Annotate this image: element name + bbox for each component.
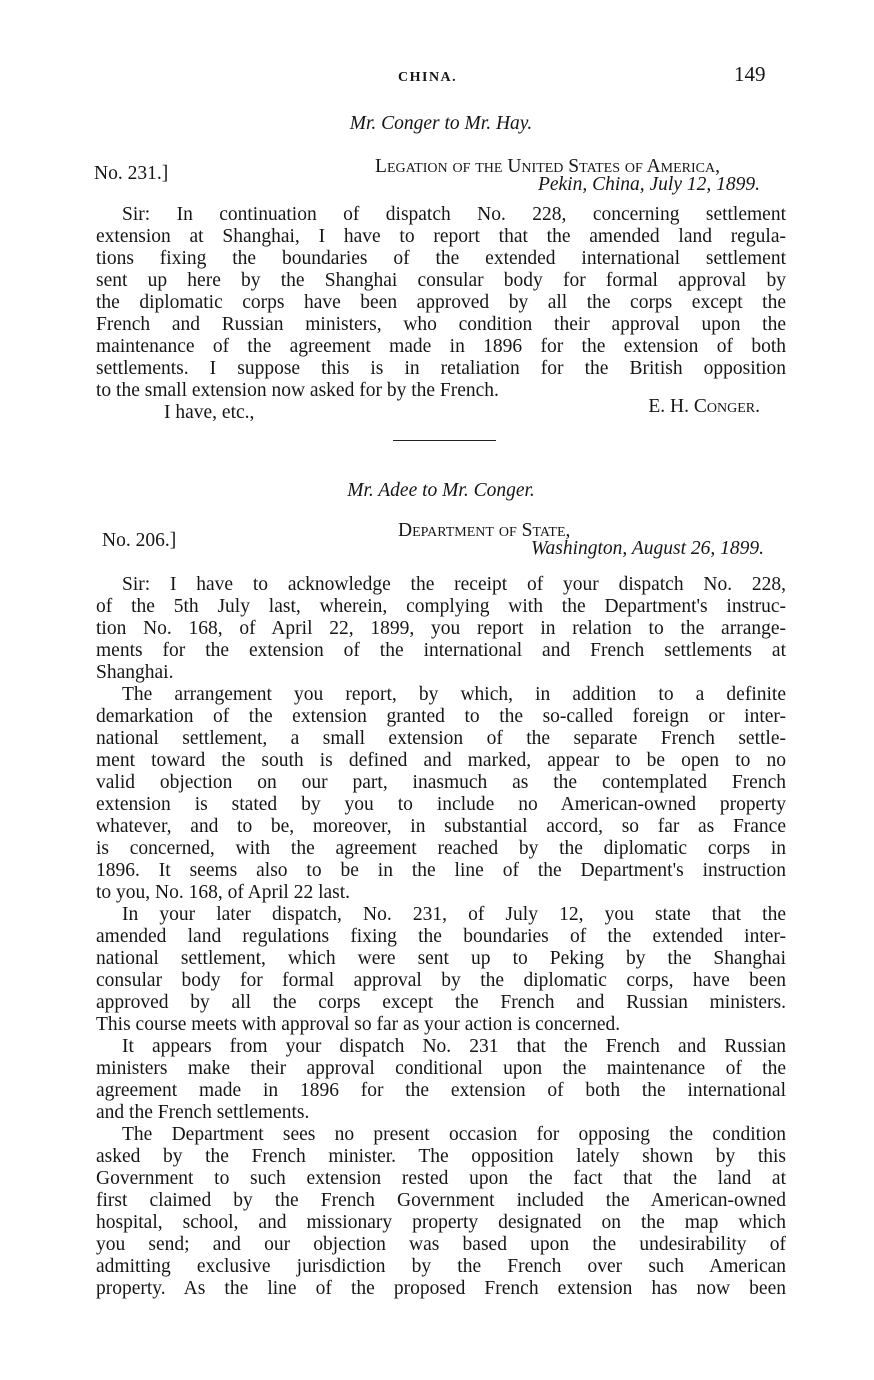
letter2-line: asked by the French minister. The opposition lately shown by this <box>96 1146 786 1167</box>
letter2-line: In your later dispatch, No. 231, of July 12, you state that the <box>122 904 786 925</box>
letter2-line: national settlement, which were sent up to Peking by the Shanghai <box>96 948 786 969</box>
letter2-line: valid objection on our part, inasmuch as the contemplated French <box>96 772 786 793</box>
letter2-line: to you, No. 168, of April 22 last. <box>96 882 351 903</box>
letter2-line: of the 5th July last, wherein, complying with the Department's instruc- <box>96 596 786 617</box>
letter1-heading: Mr. Conger to Mr. Hay. <box>349 113 533 134</box>
letter2-line: This course meets with approval so far as your action is concerned. <box>96 1014 621 1035</box>
letter2-office: Department of State, <box>398 520 571 541</box>
letter2-line: amended land regulations fixing the boundaries of the extended inter- <box>96 926 786 947</box>
letter2-line: you send; and our objection was based upon the undesirability of <box>96 1234 786 1255</box>
letter2-line: The Department sees no present occasion for opposing the condition <box>122 1124 786 1145</box>
letter2-line: hospital, school, and missionary property designated on the map which <box>96 1212 786 1233</box>
letter2-line: It appears from your dispatch No. 231 that the French and Russian <box>122 1036 786 1057</box>
letter2-line: extension is stated by you to include no American-owned property <box>96 794 786 815</box>
letter2-line: Shanghai. <box>96 662 174 683</box>
letter2-line: is concerned, with the agreement reached by the diplomatic corps in <box>96 838 786 859</box>
letter2-line: admitting exclusive jurisdiction by the French over such American <box>96 1256 786 1277</box>
letter2-line: tion No. 168, of April 22, 1899, you report in relation to the arrange- <box>96 618 786 639</box>
letter2-line: consular body for formal approval by the diplomatic corps, have been <box>96 970 786 991</box>
letter2-line: The arrangement you report, by which, in addition to a definite <box>122 684 786 705</box>
letter1-line: Sir: In continuation of dispatch No. 228, concerning settlement <box>122 204 786 225</box>
letter2-place-date: Washington, August 26, 1899. <box>531 538 764 559</box>
letter2-line: property. As the line of the proposed French extension has now been <box>96 1278 786 1299</box>
letter2-line: whatever, and to be, moreover, in substantial accord, so far as France <box>96 816 786 837</box>
letter2-heading: Mr. Adee to Mr. Conger. <box>347 480 535 501</box>
page-number: 149 <box>734 62 766 86</box>
letter1-line: French and Russian ministers, who condition their approval upon the <box>96 314 786 335</box>
letter1-line: tions fixing the boundaries of the extended international settlement <box>96 248 786 269</box>
letter2-line: first claimed by the French Government included the American-owned <box>96 1190 786 1211</box>
letter2-number: No. 206.] <box>102 530 177 551</box>
letter2-line: national settlement, a small extension of the separate French settle- <box>96 728 786 749</box>
letter2-line: 1896. It seems also to be in the line of the Department's instruction <box>96 860 786 881</box>
letter1-line: to the small extension now asked for by the French. <box>96 380 499 401</box>
letter1-line: sent up here by the Shanghai consular body for formal approval by <box>96 270 786 291</box>
letter2-line: ments for the extension of the international and French settlements at <box>96 640 786 661</box>
letter2-line: agreement made in 1896 for the extension of both the international <box>96 1080 786 1101</box>
letter2-line: demarkation of the extension granted to the so-called foreign or inter- <box>96 706 786 727</box>
letter1-closing: I have, etc., <box>164 402 255 423</box>
letter1-number: No. 231.] <box>94 163 169 184</box>
running-header <box>0 62 874 94</box>
letter2-line: Government to such extension rested upon the fact that the land at <box>96 1168 786 1189</box>
letter1-place-date: Pekin, China, July 12, 1899. <box>537 174 760 195</box>
letter1-line: extension at Shanghai, I have to report that the amended land regula- <box>96 226 786 247</box>
letter2-line: Sir: I have to acknowledge the receipt of your dispatch No. 228, <box>122 574 786 595</box>
letter1-line: settlements. I suppose this is in retaliation for the British opposition <box>96 358 786 379</box>
letter2-line: approved by all the corps except the French and Russian ministers. <box>96 992 786 1013</box>
running-title: CHINA. <box>398 70 458 85</box>
letter1-signature: E. H. Conger. <box>648 396 760 417</box>
letter1-line: maintenance of the agreement made in 1896 for the extension of both <box>96 336 786 357</box>
letter2-line: and the French settlements. <box>96 1102 310 1123</box>
letter2-line: ment toward the south is defined and marked, appear to be open to no <box>96 750 786 771</box>
letter1-office: Legation of the United States of America, <box>375 156 720 177</box>
section-divider <box>393 440 496 441</box>
letter1-line: the diplomatic corps have been approved by all the corps except the <box>96 292 786 313</box>
letter2-line: ministers make their approval conditional upon the maintenance of the <box>96 1058 786 1079</box>
